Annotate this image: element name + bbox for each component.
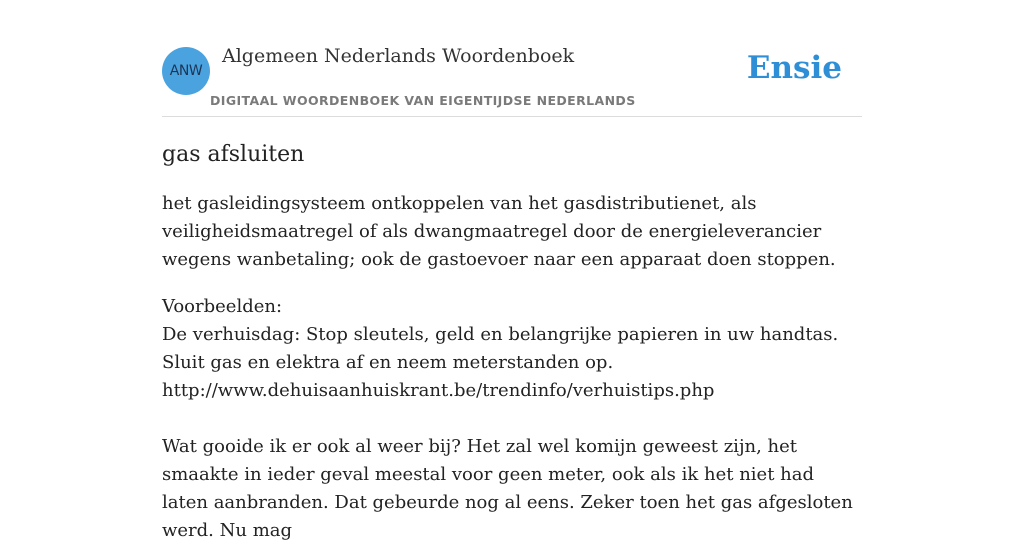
- ensie-brand-link[interactable]: Ensie: [746, 50, 842, 86]
- anw-logo[interactable]: [162, 47, 210, 95]
- site-title[interactable]: Algemeen Nederlands Woordenboek: [222, 45, 575, 67]
- definition: het gasleidingsysteem ontkoppelen van het gasdistributienet, als veiligheidsmaatregel of als dwangmaatregel door de energieleverancier wegens wanbetaling; ook de gastoevoer naar een apparaat doen stoppen.: [162, 193, 836, 270]
- site-subtitle: DIGITAAL WOORDENBOEK VAN EIGENTIJDSE NEDERLANDS: [210, 93, 636, 108]
- examples-section: [162, 293, 862, 545]
- headword: gas afsluiten: [162, 142, 305, 167]
- logo-text: ANW: [169, 63, 203, 79]
- entry-content: [162, 138, 862, 545]
- example-source: http://www.dehuisaanhuiskrant.be/trendinfo/verhuistips.php: [162, 380, 715, 401]
- example-gap: [162, 405, 862, 433]
- examples-label: Voorbeelden:: [162, 296, 283, 317]
- example-text: Wat gooide ik er ook al weer bij? Het zal wel komijn geweest zijn, het smaakte in ieder geval meestal voor geen meter, ook als ik het niet had laten aanbranden. Dat gebeurde nog al eens. Zeker toen het gas afgesloten werd. Nu mag: [162, 436, 853, 541]
- example-text: De verhuisdag: Stop sleutels, geld en belangrijke papieren in uw handtas. Sluit gas en elektra af en neem meterstanden op.: [162, 324, 839, 373]
- site-header: [162, 0, 862, 117]
